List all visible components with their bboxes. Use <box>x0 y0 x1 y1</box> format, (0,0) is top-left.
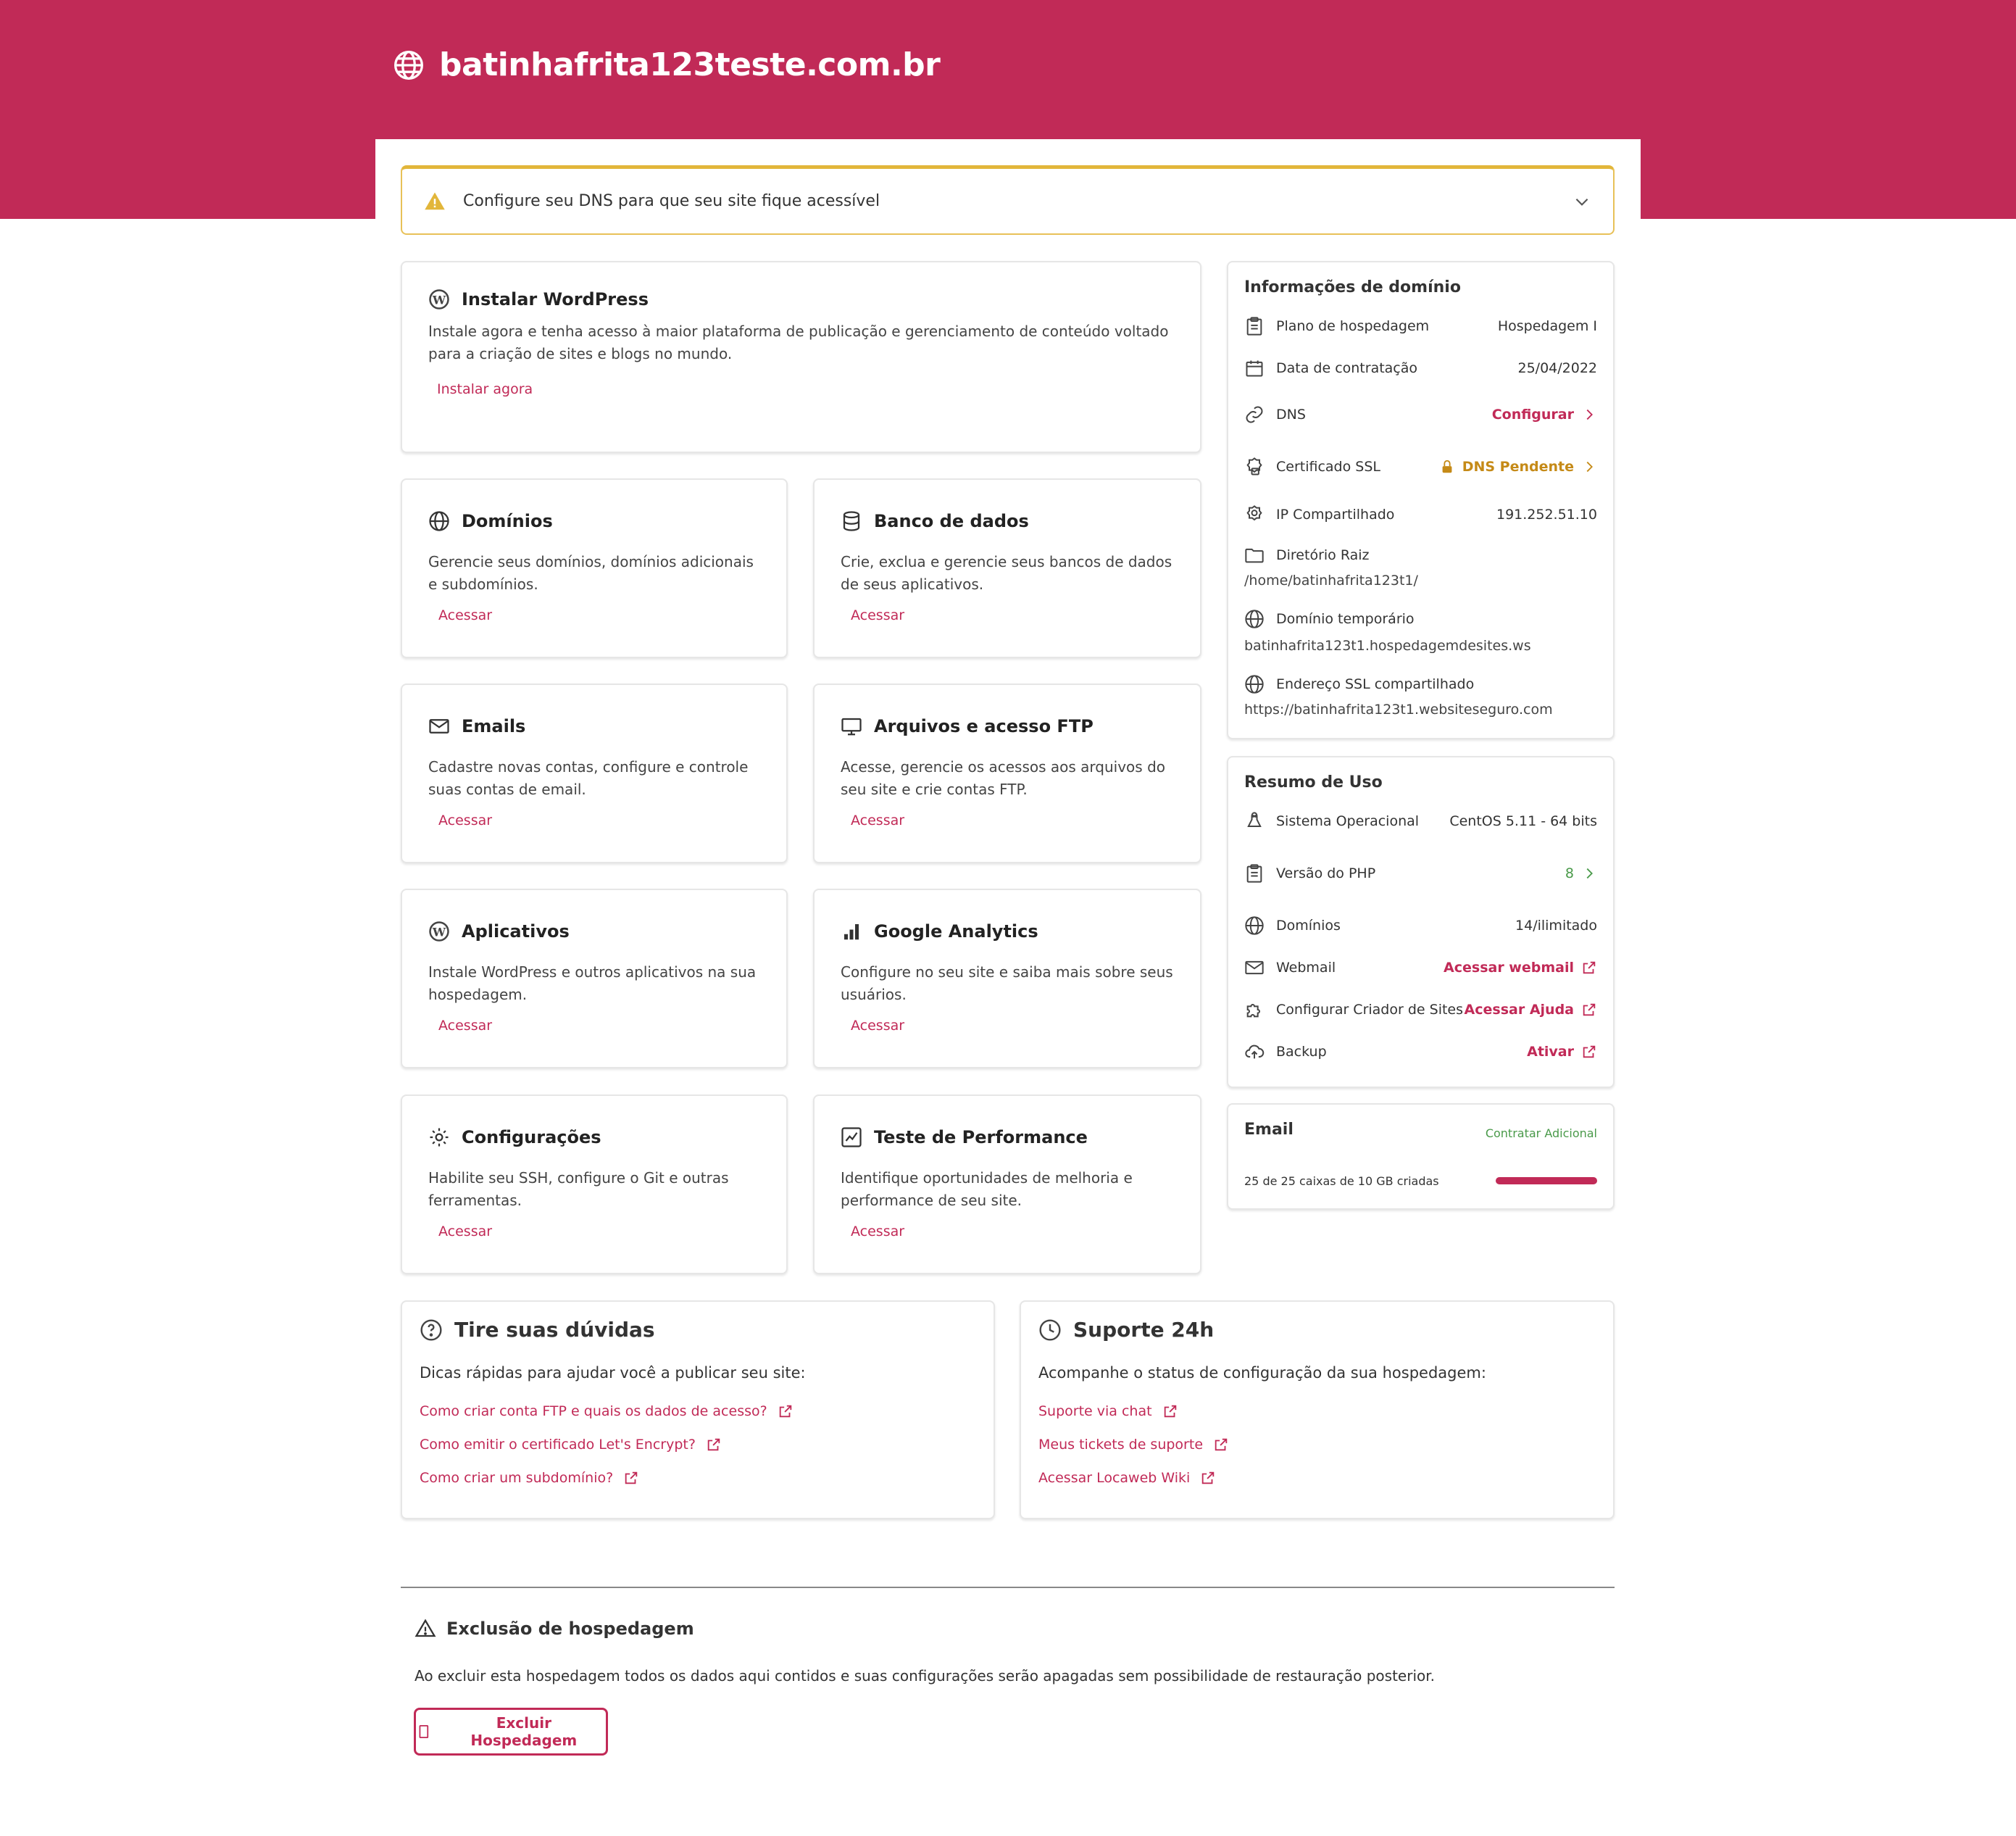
card-title: W Aplicativos <box>428 921 570 942</box>
webmail-link[interactable]: Acessar webmail <box>1444 960 1597 976</box>
globe-icon <box>428 510 450 532</box>
support-panel <box>1020 1300 1615 1519</box>
section-divider <box>401 1587 1615 1588</box>
globe-icon <box>1244 609 1265 629</box>
chevron-right-icon <box>1581 407 1597 423</box>
analytics-icon <box>841 921 862 942</box>
clipboard-icon <box>1244 316 1265 336</box>
dns-alert-text: Configure seu DNS para que seu site fique acessível <box>463 192 880 210</box>
panel-title: Informações de domínio <box>1244 278 1461 296</box>
domain-info-panel <box>1227 261 1615 739</box>
card-aplicativos <box>401 889 788 1068</box>
email-usage-fill <box>1496 1177 1597 1184</box>
ssl-endereco-value: https://batinhafrita123t1.websiteseguro.com <box>1244 702 1553 718</box>
card-install-wordpress <box>401 261 1201 453</box>
help-panel <box>401 1300 995 1519</box>
lock-icon <box>1439 459 1455 475</box>
question-circle-icon <box>420 1318 443 1342</box>
criador-help-link[interactable]: Acessar Ajuda <box>1465 1002 1597 1018</box>
card-arquivos-ftp <box>813 684 1201 863</box>
row-ssl: Certificado SSL DNS Pendente <box>1244 457 1597 477</box>
row-webmail: Webmail Acessar webmail <box>1244 958 1597 978</box>
email-usage-text: 25 de 25 caixas de 10 GB criadas <box>1244 1174 1439 1188</box>
external-link-icon <box>706 1437 722 1453</box>
row-ip: IP Compartilhado 191.252.51.10 <box>1244 504 1597 525</box>
card-description: Cadastre novas contas, configure e controle suas contas de email. <box>428 758 749 798</box>
database-icon <box>841 510 862 532</box>
external-link-icon <box>1581 1044 1597 1060</box>
chevron-down-icon[interactable] <box>1573 192 1591 211</box>
shield-icon <box>1244 504 1265 525</box>
card-title: Arquivos e acesso FTP <box>841 715 1094 737</box>
support-link-tickets[interactable]: Meus tickets de suporte <box>1038 1437 1229 1453</box>
external-link-icon <box>1581 960 1597 976</box>
external-link-icon <box>623 1470 639 1486</box>
gear-icon <box>428 1126 450 1148</box>
cloud-upload-icon <box>1244 1042 1265 1062</box>
row-criador: Configurar Criador de Sites Acessar Ajuda <box>1244 1000 1597 1020</box>
row-ssl-endereco: Endereço SSL compartilhado <box>1244 674 1597 694</box>
row-diretorio: Diretório Raiz <box>1244 545 1597 565</box>
puzzle-icon <box>1244 1000 1265 1020</box>
row-backup: Backup Ativar <box>1244 1042 1597 1062</box>
row-data: Data de contratação 25/04/2022 <box>1244 358 1597 378</box>
dir-value: /home/batinhafrita123t1/ <box>1244 573 1418 589</box>
ssl-pending-link[interactable]: DNS Pendente <box>1439 459 1597 475</box>
card-title: Configurações <box>428 1126 601 1148</box>
row-dns: DNS Configurar <box>1244 404 1597 425</box>
temp-value: batinhafrita123t1.hospedagemdesites.ws <box>1244 638 1531 654</box>
ftp-access-link[interactable]: Acessar <box>851 813 905 828</box>
row-dominios: Domínios 14/ilimitado <box>1244 915 1597 936</box>
wordpress-icon <box>428 921 450 942</box>
card-banco-de-dados <box>813 478 1201 658</box>
help-description: Dicas rápidas para ajudar você a publicar seu site: <box>420 1364 806 1382</box>
row-temp: Domínio temporário <box>1244 609 1597 629</box>
support-link-wiki[interactable]: Acessar Locaweb Wiki <box>1038 1470 1216 1486</box>
calendar-icon <box>1244 358 1265 378</box>
chevron-right-icon <box>1581 459 1597 475</box>
clock-icon <box>1038 1318 1062 1342</box>
globe-icon <box>1244 915 1265 936</box>
support-title: Suporte 24h <box>1038 1318 1214 1342</box>
banco-access-link[interactable]: Acessar <box>851 607 905 623</box>
external-link-icon <box>1200 1470 1216 1486</box>
warning-outline-icon <box>415 1618 436 1640</box>
card-description: Configure no seu site e saiba mais sobre seus usuários. <box>841 963 1173 1003</box>
globe-icon <box>393 49 425 81</box>
monitor-icon <box>841 715 862 737</box>
globe-lock-icon <box>1244 674 1265 694</box>
clipboard-icon <box>1244 863 1265 884</box>
panel-title: Email <box>1244 1121 1294 1139</box>
exclusion-title: Exclusão de hospedagem <box>415 1618 694 1640</box>
mail-icon <box>428 715 450 737</box>
help-link-ftp[interactable]: Como criar conta FTP e quais os dados de acesso? <box>420 1403 794 1419</box>
external-link-icon <box>1162 1403 1178 1419</box>
card-description: Instale agora e tenha acesso à maior plataforma de publicação e gerenciamento de conteúdo voltado para a criação de sites e blogs no mundo. <box>428 323 1169 362</box>
external-link-icon <box>778 1403 794 1419</box>
card-emails <box>401 684 788 863</box>
card-title: W Instalar WordPress <box>428 288 649 310</box>
card-description: Identifique oportunidades de melhoria e performance de seu site. <box>841 1169 1133 1209</box>
chevron-right-icon <box>1581 865 1597 881</box>
external-link-icon <box>1213 1437 1229 1453</box>
aplicativos-access-link[interactable]: Acessar <box>438 1018 493 1034</box>
svg-text:W: W <box>432 293 446 307</box>
analytics-access-link[interactable]: Acessar <box>851 1018 905 1034</box>
dominios-access-link[interactable]: Acessar <box>438 607 493 623</box>
panel-title: Resumo de Uso <box>1244 773 1383 792</box>
help-link-subdomain[interactable]: Como criar um subdomínio? <box>420 1470 639 1486</box>
install-now-link[interactable]: Instalar agora <box>437 381 533 397</box>
site-title <box>393 46 940 83</box>
card-title: Banco de dados <box>841 510 1029 532</box>
performance-access-link[interactable]: Acessar <box>851 1224 905 1239</box>
card-title: Google Analytics <box>841 921 1038 942</box>
support-description: Acompanhe o status de configuração da sua hospedagem: <box>1038 1364 1486 1382</box>
exclusion-description: Ao excluir esta hospedagem todos os dados aqui contidos e suas configurações serão apagadas sem possibilidade de restauração posterior. <box>415 1667 1435 1685</box>
email-quota-panel <box>1227 1103 1615 1210</box>
help-link-ssl[interactable]: Como emitir o certificado Let's Encrypt? <box>420 1437 722 1453</box>
folder-icon <box>1244 545 1265 565</box>
contract-additional-link[interactable]: Contratar Adicional <box>1485 1126 1597 1140</box>
card-dominios <box>401 478 788 658</box>
site-domain: batinhafrita123teste.com.br <box>439 46 941 83</box>
help-title: Tire suas dúvidas <box>420 1318 655 1342</box>
php-version-link[interactable]: 8 <box>1565 865 1597 881</box>
trash-icon <box>416 1724 432 1740</box>
card-description: Gerencie seus domínios, domínios adicionais e subdomínios. <box>428 553 754 593</box>
emails-access-link[interactable]: Acessar <box>438 813 493 828</box>
chart-line-icon <box>841 1126 862 1148</box>
card-description: Habilite seu SSH, configure o Git e outras ferramentas. <box>428 1169 729 1209</box>
svg-text:W: W <box>432 925 446 939</box>
linux-icon <box>1244 811 1265 831</box>
card-google-analytics <box>813 889 1201 1068</box>
warning-icon <box>424 191 446 212</box>
dns-alert[interactable] <box>401 165 1615 235</box>
card-title: Domínios <box>428 510 553 532</box>
usage-summary-panel <box>1227 756 1615 1088</box>
mail-icon <box>1244 958 1265 978</box>
email-usage-bar <box>1496 1177 1597 1184</box>
card-description: Crie, exclua e gerencie seus bancos de dados de seus aplicativos. <box>841 553 1172 593</box>
card-description: Acesse, gerencie os acessos aos arquivos do seu site e crie contas FTP. <box>841 758 1165 798</box>
card-title: Emails <box>428 715 525 737</box>
delete-hosting-button[interactable]: Excluir Hospedagem <box>414 1708 608 1756</box>
card-title: Teste de Performance <box>841 1126 1088 1148</box>
dns-configure-link[interactable]: Configurar <box>1492 407 1597 423</box>
row-so: Sistema Operacional CentOS 5.11 - 64 bits <box>1244 811 1597 831</box>
support-link-chat[interactable]: Suporte via chat <box>1038 1403 1178 1419</box>
card-configuracoes <box>401 1094 788 1274</box>
backup-activate-link[interactable]: Ativar <box>1527 1044 1597 1060</box>
config-access-link[interactable]: Acessar <box>438 1224 493 1239</box>
row-plano: Plano de hospedagem Hospedagem I <box>1244 316 1597 336</box>
card-description: Instale WordPress e outros aplicativos na sua hospedagem. <box>428 963 757 1003</box>
certificate-icon <box>1244 457 1265 477</box>
external-link-icon <box>1581 1002 1597 1018</box>
wordpress-icon <box>428 288 450 310</box>
card-teste-performance <box>813 1094 1201 1274</box>
row-php: Versão do PHP 8 <box>1244 863 1597 884</box>
link-icon <box>1244 404 1265 425</box>
